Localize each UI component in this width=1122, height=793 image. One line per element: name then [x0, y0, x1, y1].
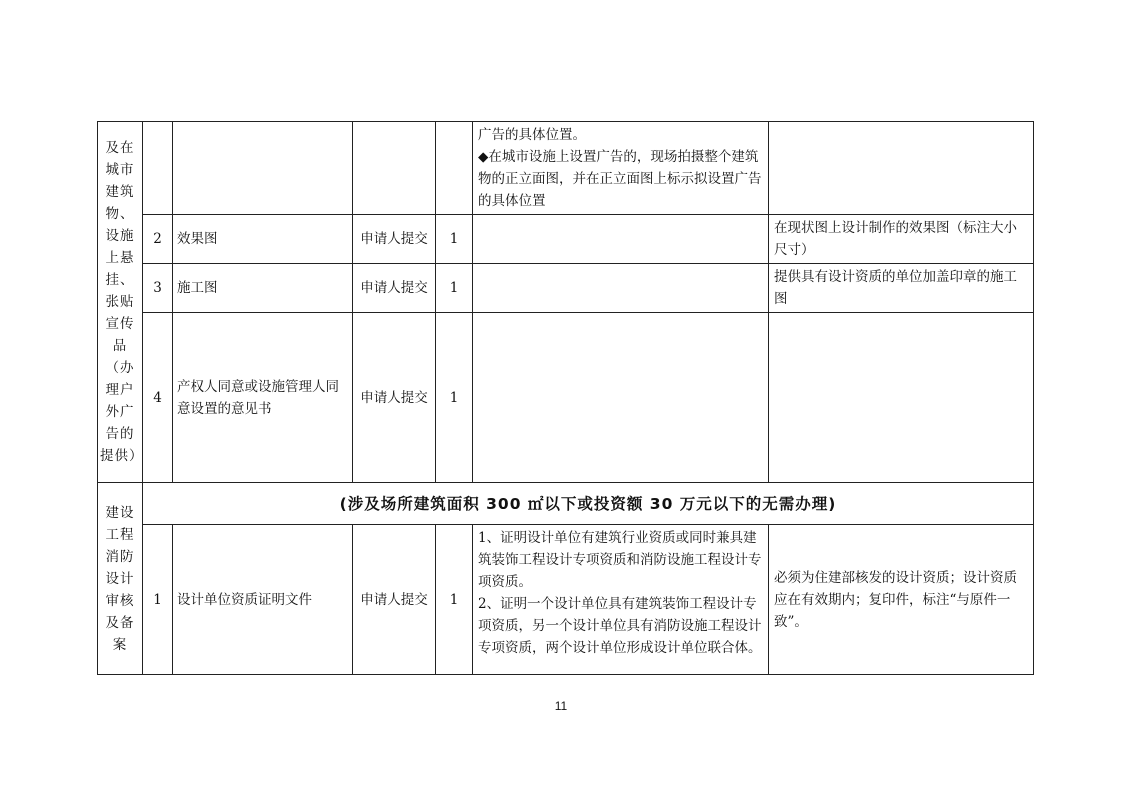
material-name: 产权人同意或设施管理人同意设置的意见书	[173, 313, 353, 483]
material-requirement	[473, 264, 769, 313]
material-source: 申请人提交	[353, 525, 436, 675]
material-source: 申请人提交	[353, 313, 436, 483]
material-count: 1	[436, 215, 473, 264]
category-cell	[98, 122, 143, 483]
category-cell	[98, 483, 143, 675]
requirement-line: 广告的具体位置。	[478, 127, 586, 143]
requirement-line: 2、证明一个设计单位具有建筑装饰工程设计专项资质，另一个设计单位具有消防设施工程设计专项资质，两个设计单位形成设计单位联合体。	[478, 596, 762, 656]
table-row	[98, 525, 1034, 675]
row-number: 1	[143, 525, 173, 675]
material-name: 效果图	[173, 215, 353, 264]
requirement-text	[478, 124, 763, 212]
material-note: 在现状图上设计制作的效果图（标注大小尺寸）	[769, 215, 1034, 264]
row-number: 4	[143, 313, 173, 483]
page-number: 11	[554, 699, 568, 713]
material-requirement	[473, 215, 769, 264]
material-count	[436, 122, 473, 215]
requirement-line: 1、证明设计单位有建筑行业资质或同时兼具建筑装饰工程设计专项资质和消防设施工程设计专项资质。	[478, 530, 762, 590]
material-note: 提供具有设计资质的单位加盖印章的施工图	[769, 264, 1034, 313]
material-requirement	[473, 313, 769, 483]
material-count: 1	[436, 313, 473, 483]
material-source: 申请人提交	[353, 215, 436, 264]
row-number: 3	[143, 264, 173, 313]
material-source	[353, 122, 436, 215]
category-label: 及在城市建筑物、设施上悬挂、张贴宣传品（办理户外广告的提供）	[100, 140, 144, 464]
row-number	[143, 122, 173, 215]
table-row	[98, 215, 1034, 264]
row-number: 2	[143, 215, 173, 264]
table-row	[98, 264, 1034, 313]
table-row	[98, 122, 1034, 215]
requirement-line: ◆在城市设施上设置广告的，现场拍摄整个建筑物的正立面图，并在正立面图上标示拟设置广告的具体位置	[478, 149, 762, 209]
requirements-table	[97, 121, 1034, 675]
requirement-text	[478, 527, 763, 659]
material-note: 必须为住建部核发的设计资质；设计资质应在有效期内；复印件，标注“与原件一致”。	[769, 525, 1034, 675]
material-requirement	[473, 122, 769, 215]
material-requirement	[473, 525, 769, 675]
section-banner: (涉及场所建筑面积 300 ㎡以下或投资额 30 万元以下的无需办理)	[143, 483, 1034, 525]
material-note	[769, 313, 1034, 483]
section-banner-row	[98, 483, 1034, 525]
material-source: 申请人提交	[353, 264, 436, 313]
material-name	[173, 122, 353, 215]
category-label: 建设工程消防设计审核及备案	[105, 504, 135, 653]
material-name: 施工图	[173, 264, 353, 313]
material-name: 设计单位资质证明文件	[173, 525, 353, 675]
material-note	[769, 122, 1034, 215]
table-row	[98, 313, 1034, 483]
material-count: 1	[436, 264, 473, 313]
material-count: 1	[436, 525, 473, 675]
